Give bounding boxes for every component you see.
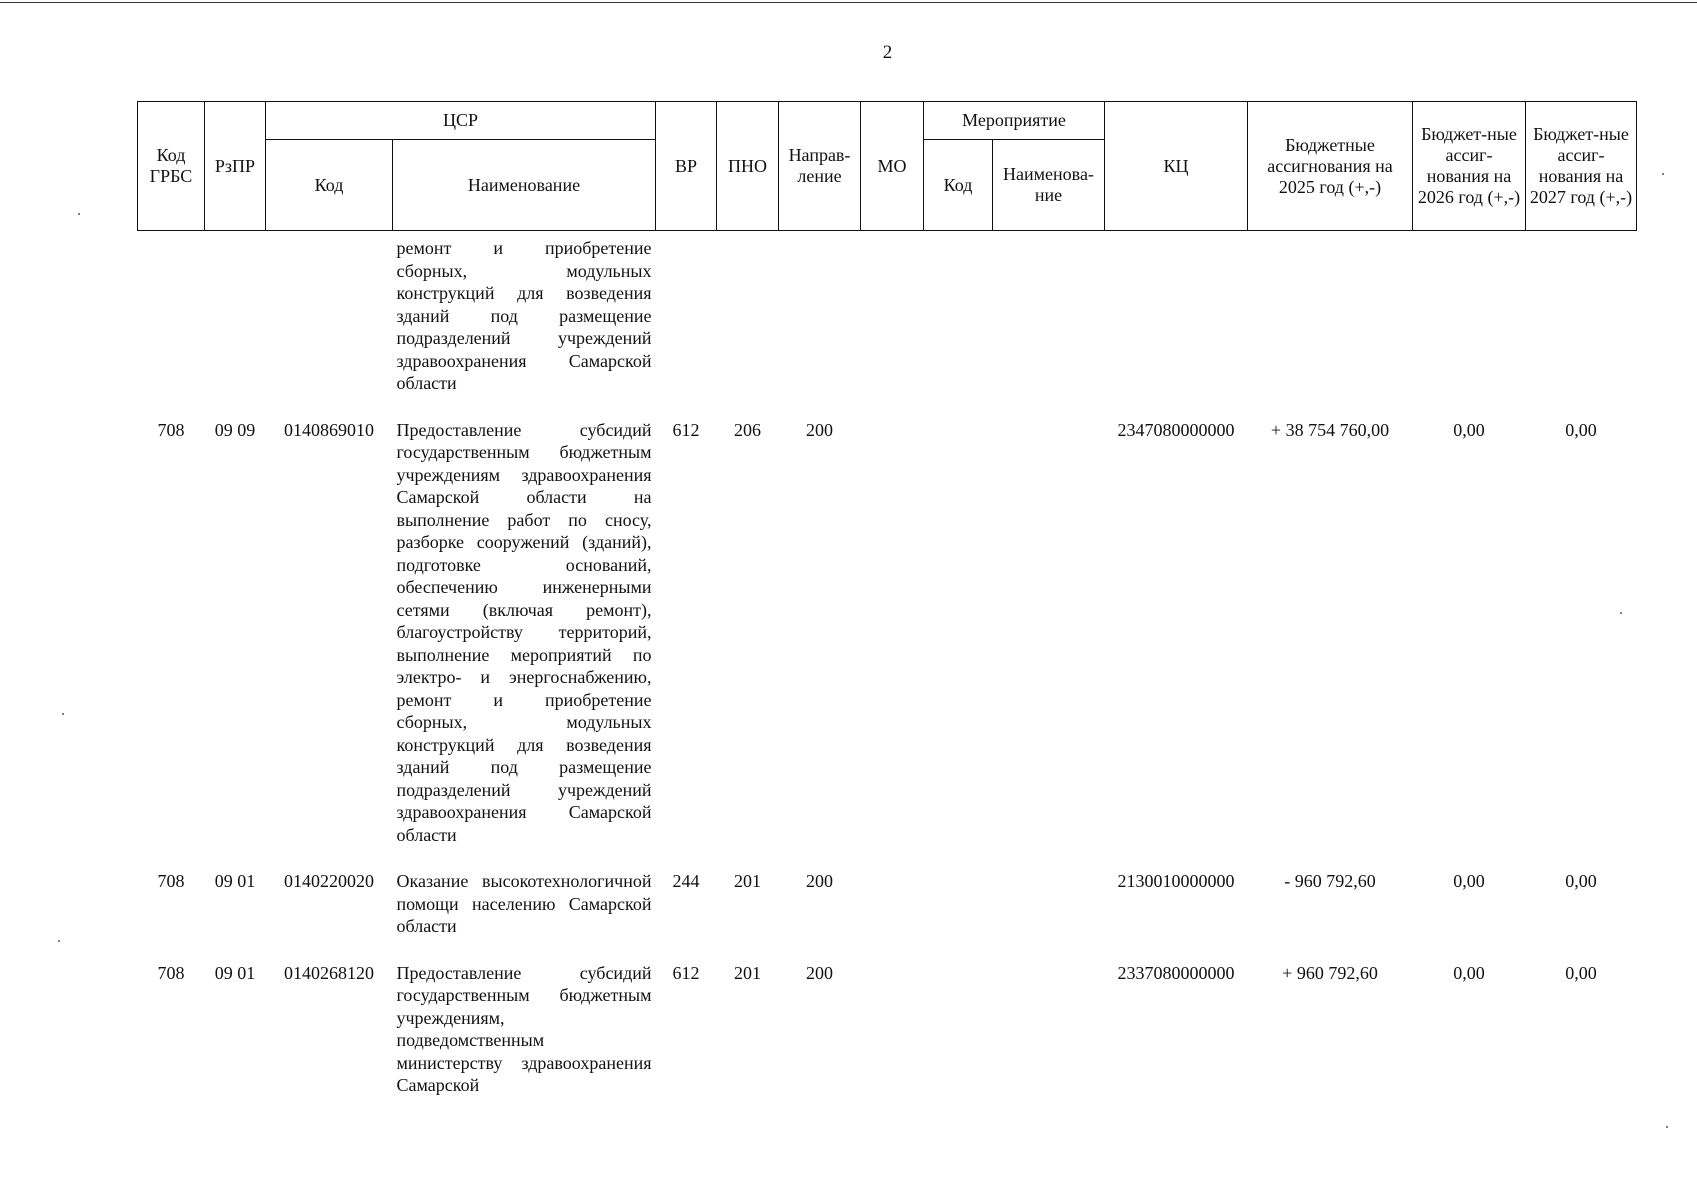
- cell-meropr-name: [993, 856, 1105, 948]
- header-meropriyatie: Мероприятие: [924, 102, 1105, 140]
- cell-vr: 612: [672, 419, 700, 440]
- cell-vr: 612: [672, 962, 700, 983]
- table-row: [138, 856, 1637, 948]
- cell-grbs: 708: [157, 871, 185, 891]
- cell-name: Предоставление субсидий государственным бюджетным учреждениям, подведомственным министерству здравоохранения Самарской: [396, 962, 652, 1095]
- cell-csr: 0140220020: [284, 871, 374, 891]
- header-kod-grbs: Код ГРБС: [138, 102, 205, 231]
- header-csr: ЦСР: [266, 102, 656, 140]
- scan-speck: [1662, 173, 1664, 175]
- cell-napr: 200: [806, 871, 833, 891]
- cell-budget-2027: 0,00: [1565, 871, 1597, 891]
- table-row: [138, 948, 1637, 1107]
- continuation-text: ремонт и приобретение сборных, модульных конструкций для возведения зданий под размещение подразделений учреждений здравоохранения Самарской области: [396, 238, 652, 393]
- cell-rzpr: 09 09: [214, 419, 256, 440]
- cell-budget-2027: 0,00: [1565, 962, 1597, 983]
- header-vr: ВР: [656, 102, 717, 231]
- cell-napr: 200: [806, 419, 833, 440]
- header-budget-2026: Бюджет-ные ассиг-нования на 2026 год (+,-): [1413, 102, 1526, 231]
- cell-budget-2025: + 960 792,60: [1282, 962, 1378, 983]
- cell-budget-2027: 0,00: [1565, 419, 1597, 440]
- table-row: [138, 405, 1637, 857]
- table-row-continuation: [138, 231, 1637, 405]
- top-rule: [0, 2, 1697, 3]
- cell-rzpr: 09 01: [214, 962, 256, 983]
- cell-napr: 200: [806, 962, 833, 983]
- header-csr-name: Наименование: [393, 140, 656, 231]
- cell-budget-2025: - 960 792,60: [1284, 871, 1376, 891]
- page-number: 2: [882, 42, 893, 63]
- cell-meropr-kod: [924, 948, 993, 1107]
- cell-kc: 2130010000000: [1117, 871, 1235, 891]
- header-csr-kod: Код: [266, 140, 393, 231]
- scan-speck: [78, 213, 80, 215]
- cell-budget-2026: 0,00: [1453, 962, 1485, 983]
- cell-meropr-name: [993, 948, 1105, 1107]
- header-meropr-kod: Код: [924, 140, 993, 231]
- scan-speck: [62, 713, 64, 715]
- cell-mo: [861, 948, 924, 1107]
- header-kc: КЦ: [1105, 102, 1248, 231]
- cell-mo: [861, 856, 924, 948]
- cell-grbs: 708: [157, 419, 185, 440]
- scan-speck: [1666, 1126, 1668, 1128]
- cell-mo: [861, 405, 924, 857]
- cell-grbs: 708: [157, 962, 185, 983]
- budget-table: [137, 101, 1637, 1107]
- cell-rzpr: 09 01: [214, 871, 256, 891]
- cell-budget-2026: 0,00: [1453, 419, 1485, 440]
- header-budget-2027: Бюджет-ные ассиг-нования на 2027 год (+,-): [1526, 102, 1637, 231]
- cell-kc: 2337080000000: [1117, 962, 1235, 983]
- cell-meropr-name: [993, 405, 1105, 857]
- scan-speck: [58, 940, 60, 942]
- cell-pno: 201: [734, 871, 761, 891]
- cell-kc: 2347080000000: [1117, 419, 1235, 440]
- cell-pno: 201: [734, 962, 761, 983]
- cell-budget-2026: 0,00: [1453, 871, 1485, 891]
- header-budget-2025: Бюджетные ассигнования на 2025 год (+,-): [1248, 102, 1413, 231]
- header-rzpr: РзПР: [205, 102, 266, 231]
- cell-vr: 244: [672, 871, 700, 891]
- header-meropr-name: Наименова-ние: [993, 140, 1105, 231]
- cell-csr: 0140268120: [284, 962, 374, 983]
- cell-csr: 0140869010: [284, 419, 374, 440]
- header-napr: Направ-ление: [779, 102, 861, 231]
- cell-meropr-kod: [924, 405, 993, 857]
- cell-meropr-kod: [924, 856, 993, 948]
- cell-pno: 206: [734, 419, 761, 440]
- header-mo: МО: [861, 102, 924, 231]
- header-pno: ПНО: [717, 102, 779, 231]
- cell-name: Предоставление субсидий государственным бюджетным учреждениям здравоохранения Самарской области на выполнение работ по сносу, разборке сооружений (зданий), подготовке оснований, обеспечению инженерными сетями (включая ремонт), благоустройству территорий, выполнение мероприятий по электро- и энергоснабжению, ремонт и приобретение сборных, модульных конструкций для возведения зданий под размещение подразделений учреждений здравоохранения Самарской области: [396, 419, 652, 845]
- scan-speck: [1620, 612, 1622, 614]
- cell-name: Оказание высокотехнологичной помощи населению Самарской области: [396, 871, 652, 936]
- cell-budget-2025: + 38 754 760,00: [1270, 419, 1390, 440]
